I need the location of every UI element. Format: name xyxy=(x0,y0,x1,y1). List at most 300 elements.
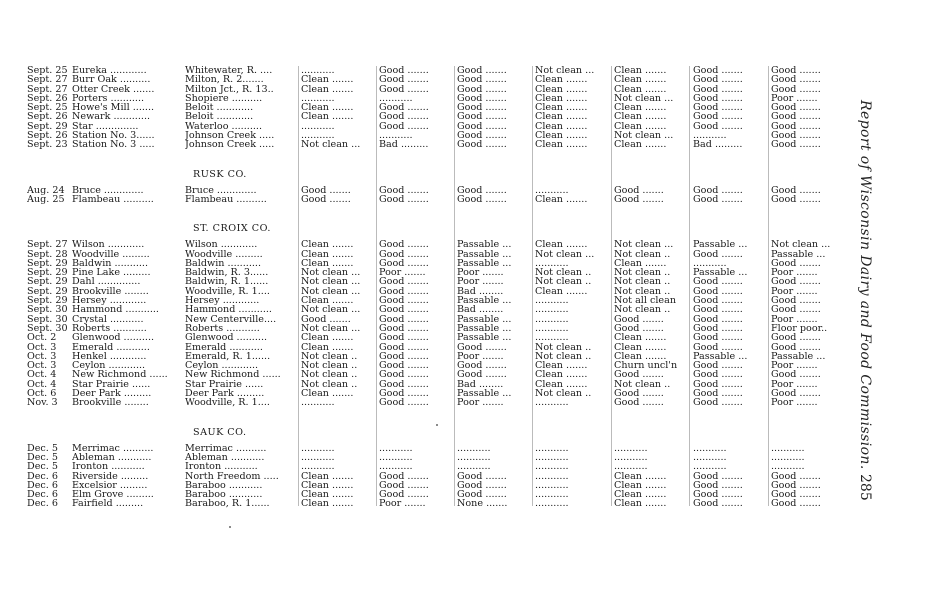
creamery-name-cell: Star Prairie ...... xyxy=(72,379,151,390)
water-cell: Good ....... xyxy=(457,66,507,76)
vats-cell: Clean ....... xyxy=(614,342,667,352)
apparatus-cell: Good ....... xyxy=(379,490,429,500)
milk-cell: Poor ....... xyxy=(771,268,818,278)
cans-cell: Good ....... xyxy=(693,499,743,509)
milk-cell: ........... xyxy=(771,452,805,463)
surroundings-cell: ........... xyxy=(535,323,569,334)
creamery-name-cell: Burr Oak .......... xyxy=(72,75,151,85)
cans-cell: Good ....... xyxy=(693,112,743,122)
location-cell: Beloit ............ xyxy=(185,103,254,113)
apparatus-cell: Good ....... xyxy=(379,185,429,195)
surroundings-cell: Clean ....... xyxy=(535,112,588,122)
surroundings-cell: ........... xyxy=(535,305,569,315)
location-cell: Johnson Creek ..... xyxy=(185,131,275,141)
vats-cell: Good ....... xyxy=(614,314,664,324)
vats-cell: Good ....... xyxy=(614,185,664,195)
apparatus-cell: Good ....... xyxy=(379,194,429,205)
water-cell: Poor ....... xyxy=(457,351,504,362)
apparatus-cell: Good ....... xyxy=(379,277,429,287)
water-cell: Bad ........ xyxy=(457,286,504,297)
milk-cell: Good ....... xyxy=(771,480,821,491)
cans-cell: Good ....... xyxy=(693,370,743,380)
vats-cell: Not clean .. xyxy=(614,268,671,278)
building-cell: Not clean .. xyxy=(301,379,358,390)
date-cell: Aug. 24 xyxy=(27,185,65,195)
water-cell: Good ....... xyxy=(457,84,507,94)
milk-cell: Poor ....... xyxy=(771,314,818,324)
surroundings-cell: Clean ....... xyxy=(535,103,588,113)
milk-cell: Passable ... xyxy=(771,351,826,362)
vats-cell: Good ....... xyxy=(614,370,664,380)
water-cell: Good ....... xyxy=(457,112,507,122)
building-cell: Clean ....... xyxy=(301,471,354,481)
location-cell: Baldwin, R. 1...... xyxy=(185,277,269,287)
building-cell: Clean ....... xyxy=(301,240,354,250)
cans-cell: Good ....... xyxy=(693,480,743,491)
vats-cell: Churn uncl'n xyxy=(614,361,678,371)
surroundings-cell: ........... xyxy=(535,258,569,269)
building-cell: ........... xyxy=(301,93,335,104)
vats-cell: Clean ....... xyxy=(614,480,667,491)
vats-cell: Clean ....... xyxy=(614,490,667,500)
surroundings-cell: ........... xyxy=(535,398,569,408)
date-cell: Sept. 26 xyxy=(27,93,68,104)
cans-cell: Good ....... xyxy=(693,471,743,481)
county-heading xyxy=(27,214,847,240)
water-cell: Good ....... xyxy=(457,490,507,500)
building-cell: Good ....... xyxy=(301,314,351,324)
cans-cell: ........... xyxy=(693,443,727,453)
date-cell: Dec. 5 xyxy=(27,443,58,453)
date-cell: Dec. 6 xyxy=(27,490,58,500)
creamery-name-cell: Howe's Mill ....... xyxy=(72,103,155,113)
building-cell: Clean ....... xyxy=(301,296,354,306)
milk-cell: Good ....... xyxy=(771,342,821,352)
building-cell: ........... xyxy=(301,66,335,76)
date-cell: Oct. 6 xyxy=(27,389,57,399)
county-heading-label: RUSK CO. xyxy=(193,168,247,180)
location-cell: Baraboo ........... xyxy=(185,490,263,500)
apparatus-cell: Good ....... xyxy=(379,66,429,76)
apparatus-cell: Good ....... xyxy=(379,249,429,259)
cans-cell: ........... xyxy=(693,452,727,463)
location-cell: Johnson Creek ..... xyxy=(185,140,275,150)
water-cell: Passable ... xyxy=(457,240,512,250)
vats-cell: Clean ....... xyxy=(614,333,667,343)
creamery-name-cell: Station No. 3 ..... xyxy=(72,140,155,150)
cans-cell: Good ....... xyxy=(693,389,743,399)
apparatus-cell: Good ....... xyxy=(379,296,429,306)
table-row xyxy=(27,103,847,112)
milk-cell: Passable ... xyxy=(771,249,826,259)
building-cell: Not clean .. xyxy=(301,370,358,380)
table-row xyxy=(27,296,847,305)
date-cell: Sept. 29 xyxy=(27,286,68,297)
surroundings-cell: Not clean .. xyxy=(535,277,592,287)
apparatus-cell: Bad ......... xyxy=(379,140,429,150)
location-cell: Wilson ............ xyxy=(185,240,258,250)
creamery-name-cell: Hammond ........... xyxy=(72,305,159,315)
cans-cell: Good ....... xyxy=(693,93,743,104)
location-cell: Woodville ......... xyxy=(185,249,263,259)
location-cell: New Richmond ...... xyxy=(185,370,281,380)
milk-cell: Not clean ... xyxy=(771,240,831,250)
surroundings-cell: ........... xyxy=(535,314,569,324)
creamery-name-cell: Hersey ............ xyxy=(72,296,147,306)
apparatus-cell: Poor ....... xyxy=(379,499,426,509)
table-row xyxy=(27,85,847,94)
vats-cell: Clean ....... xyxy=(614,84,667,94)
table-row xyxy=(27,453,847,462)
cans-cell: Good ....... xyxy=(693,249,743,259)
surroundings-cell: Clean ....... xyxy=(535,361,588,371)
water-cell: Good ....... xyxy=(457,342,507,352)
section-gap xyxy=(27,150,847,160)
vats-cell: Clean ....... xyxy=(614,121,667,132)
apparatus-cell: Good ....... xyxy=(379,103,429,113)
table-row xyxy=(27,361,847,370)
date-cell: Sept. 29 xyxy=(27,277,68,287)
building-cell: ........... xyxy=(301,121,335,132)
location-cell: Merrimac .......... xyxy=(185,443,267,453)
location-cell: Hersey ............ xyxy=(185,296,260,306)
vats-cell: Clean ....... xyxy=(614,140,667,150)
table-row xyxy=(27,250,847,259)
location-cell: Ironton ........... xyxy=(185,462,258,472)
apparatus-cell: Good ....... xyxy=(379,314,429,324)
running-title: Report of Wisconsin Dairy and Food Commission. xyxy=(857,100,873,470)
date-cell: Sept. 29 xyxy=(27,296,68,306)
surroundings-cell: Clean ....... xyxy=(535,379,588,390)
vats-cell: Clean ....... xyxy=(614,499,667,509)
milk-cell: Good ....... xyxy=(771,389,821,399)
milk-cell: Good ....... xyxy=(771,66,821,76)
location-cell: North Freedom ..... xyxy=(185,471,279,481)
cans-cell: Passable ... xyxy=(693,268,748,278)
water-cell: Poor ....... xyxy=(457,268,504,278)
creamery-name-cell: Deer Park ......... xyxy=(72,389,152,399)
creamery-name-cell: Excelsior ......... xyxy=(72,480,148,491)
table-row xyxy=(27,499,847,508)
building-cell: ........... xyxy=(301,131,335,141)
table-row xyxy=(27,490,847,499)
apparatus-cell: Good ....... xyxy=(379,258,429,269)
date-cell: Sept. 30 xyxy=(27,323,68,334)
table-row xyxy=(27,122,847,131)
building-cell: Not clean ... xyxy=(301,277,361,287)
date-cell: Aug. 25 xyxy=(27,194,65,205)
apparatus-cell: Good ....... xyxy=(379,84,429,94)
location-cell: Bruce ............. xyxy=(185,185,257,195)
milk-cell: Good ....... xyxy=(771,471,821,481)
water-cell: Good ....... xyxy=(457,361,507,371)
date-cell: Sept. 25 xyxy=(27,66,68,76)
surroundings-cell: Clean ....... xyxy=(535,75,588,85)
building-cell: Clean ....... xyxy=(301,103,354,113)
building-cell: Good ....... xyxy=(301,185,351,195)
location-cell: Shopiere .......... xyxy=(185,93,263,104)
date-cell: Nov. 3 xyxy=(27,398,58,408)
surroundings-cell: Not clean .. xyxy=(535,389,592,399)
table-row xyxy=(27,343,847,352)
vats-cell: Good ....... xyxy=(614,389,664,399)
building-cell: Not clean .. xyxy=(301,361,358,371)
creamery-name-cell: Dahl .............. xyxy=(72,277,141,287)
apparatus-cell: Good ....... xyxy=(379,305,429,315)
water-cell: Passable ... xyxy=(457,389,512,399)
surroundings-cell: ........... xyxy=(535,185,569,195)
milk-cell: Good ....... xyxy=(771,490,821,500)
table-row xyxy=(27,481,847,490)
date-cell: Sept. 30 xyxy=(27,305,68,315)
water-cell: Good ....... xyxy=(457,121,507,132)
water-cell: ........... xyxy=(457,462,491,472)
location-cell: Roberts ........... xyxy=(185,323,260,334)
date-cell: Oct. 3 xyxy=(27,361,57,371)
creamery-name-cell: Bruce ............. xyxy=(72,185,144,195)
building-cell: ........... xyxy=(301,462,335,472)
milk-cell: Good ....... xyxy=(771,185,821,195)
surroundings-cell: Clean ....... xyxy=(535,93,588,104)
cans-cell: Good ....... xyxy=(693,305,743,315)
surroundings-cell: Clean ....... xyxy=(535,140,588,150)
section-gap xyxy=(27,204,847,214)
milk-cell: Good ....... xyxy=(771,112,821,122)
cans-cell: Good ....... xyxy=(693,490,743,500)
date-cell: Sept. 27 xyxy=(27,84,68,94)
table-row xyxy=(27,389,847,398)
milk-cell: Good ....... xyxy=(771,103,821,113)
location-cell: Ceylon ............ xyxy=(185,361,259,371)
milk-cell: Poor ....... xyxy=(771,286,818,297)
vats-cell: Clean ....... xyxy=(614,66,667,76)
water-cell: Good ....... xyxy=(457,471,507,481)
surroundings-cell: Not clean .. xyxy=(535,268,592,278)
water-cell: Passable ... xyxy=(457,333,512,343)
cans-cell: Good ....... xyxy=(693,75,743,85)
apparatus-cell: Good ....... xyxy=(379,112,429,122)
location-cell: Glenwood .......... xyxy=(185,333,268,343)
location-cell: Emerald ........... xyxy=(185,342,263,352)
creamery-name-cell: Flambeau .......... xyxy=(72,194,154,205)
surroundings-cell: Clean ....... xyxy=(535,84,588,94)
vats-cell: ........... xyxy=(614,443,648,453)
cans-cell: Good ....... xyxy=(693,342,743,352)
vats-cell: Not clean ... xyxy=(614,131,674,141)
building-cell: Not clean ... xyxy=(301,305,361,315)
location-cell: Whitewater, R. .... xyxy=(185,66,273,76)
building-cell: Clean ....... xyxy=(301,258,354,269)
location-cell: Beloit ............ xyxy=(185,112,254,122)
apparatus-cell: Good ....... xyxy=(379,323,429,334)
table-row xyxy=(27,140,847,149)
vats-cell: Good ....... xyxy=(614,323,664,334)
vats-cell: Good ....... xyxy=(614,194,664,205)
water-cell: Good ....... xyxy=(457,194,507,205)
cans-cell: Good ....... xyxy=(693,194,743,205)
milk-cell: Good ....... xyxy=(771,277,821,287)
vats-cell: Clean ....... xyxy=(614,351,667,362)
surroundings-cell: ........... xyxy=(535,490,569,500)
location-cell: Flambeau .......... xyxy=(185,194,267,205)
water-cell: Good ....... xyxy=(457,185,507,195)
table-row xyxy=(27,324,847,333)
table-row xyxy=(27,277,847,286)
date-cell: Sept. 26 xyxy=(27,112,68,122)
surroundings-cell: Not clean .. xyxy=(535,342,592,352)
milk-cell: Good ....... xyxy=(771,75,821,85)
milk-cell: Poor ....... xyxy=(771,398,818,408)
creamery-name-cell: Roberts ........... xyxy=(72,323,147,334)
milk-cell: Good ....... xyxy=(771,305,821,315)
table-row xyxy=(27,472,847,481)
table-row xyxy=(27,112,847,121)
location-cell: Milton, R. 2....... xyxy=(185,75,264,85)
cans-cell: Passable ... xyxy=(693,351,748,362)
date-cell: Sept. 23 xyxy=(27,140,68,150)
cans-cell: ........... xyxy=(693,462,727,472)
apparatus-cell: Good ....... xyxy=(379,471,429,481)
building-cell: Clean ....... xyxy=(301,389,354,399)
water-cell: Poor ....... xyxy=(457,277,504,287)
date-cell: Dec. 5 xyxy=(27,452,58,463)
date-cell: Dec. 6 xyxy=(27,499,58,509)
surroundings-cell: Not clean ... xyxy=(535,249,595,259)
date-cell: Sept. 25 xyxy=(27,103,68,113)
milk-cell: Good ....... xyxy=(771,499,821,509)
building-cell: Clean ....... xyxy=(301,249,354,259)
water-cell: Bad ........ xyxy=(457,379,504,390)
creamery-name-cell: Merrimac .......... xyxy=(72,443,154,453)
table-row xyxy=(27,444,847,453)
date-cell: Sept. 30 xyxy=(27,314,68,324)
building-cell: Clean ....... xyxy=(301,333,354,343)
table-row xyxy=(27,352,847,361)
surroundings-cell: Not clean ... xyxy=(535,66,595,76)
cans-cell: Good ....... xyxy=(693,121,743,132)
building-cell: Clean ....... xyxy=(301,480,354,491)
surroundings-cell: Clean ....... xyxy=(535,194,588,205)
date-cell: Sept. 29 xyxy=(27,258,68,269)
county-heading xyxy=(27,160,847,186)
creamery-name-cell: Star .............. xyxy=(72,121,139,132)
vats-cell: Not clean .. xyxy=(614,277,671,287)
creamery-name-cell: Elm Grove ......... xyxy=(72,490,154,500)
vats-cell: ........... xyxy=(614,462,648,472)
building-cell: Not clean .. xyxy=(301,351,358,362)
vats-cell: Clean ....... xyxy=(614,471,667,481)
apparatus-cell: Poor ....... xyxy=(379,268,426,278)
cans-cell: Good ....... xyxy=(693,314,743,324)
creamery-name-cell: Emerald ........... xyxy=(72,342,150,352)
date-cell: Oct. 3 xyxy=(27,351,57,362)
date-cell: Sept. 29 xyxy=(27,121,68,132)
surroundings-cell: ........... xyxy=(535,499,569,509)
cans-cell: ........... xyxy=(693,258,727,269)
milk-cell: Good ....... xyxy=(771,140,821,150)
apparatus-cell: Good ....... xyxy=(379,342,429,352)
section-gap xyxy=(27,408,847,418)
water-cell: ........... xyxy=(457,452,491,463)
milk-cell: ........... xyxy=(771,443,805,453)
table-row xyxy=(27,315,847,324)
cans-cell: Good ....... xyxy=(693,286,743,297)
milk-cell: Poor ....... xyxy=(771,361,818,371)
location-cell: Baraboo, R. 1...... xyxy=(185,499,270,509)
table-row xyxy=(27,66,847,75)
building-cell: Not clean ... xyxy=(301,140,361,150)
building-cell: Clean ....... xyxy=(301,490,354,500)
milk-cell: Good ....... xyxy=(771,258,821,269)
cans-cell: Good ....... xyxy=(693,103,743,113)
creamery-name-cell: Riverside ......... xyxy=(72,471,149,481)
table-row xyxy=(27,380,847,389)
apparatus-cell: ........... xyxy=(379,93,413,104)
water-cell: Passable ... xyxy=(457,258,512,269)
water-cell: Poor ....... xyxy=(457,398,504,408)
apparatus-cell: ........... xyxy=(379,462,413,472)
water-cell: None ....... xyxy=(457,499,508,509)
date-cell: Oct. 3 xyxy=(27,342,57,352)
building-cell: ........... xyxy=(301,452,335,463)
surroundings-cell: Clean ....... xyxy=(535,240,588,250)
surroundings-cell: ........... xyxy=(535,471,569,481)
vats-cell: Not clean .. xyxy=(614,379,671,390)
apparatus-cell: Good ....... xyxy=(379,370,429,380)
location-cell: Baraboo ........... xyxy=(185,480,263,491)
page-number: 285 xyxy=(857,474,873,501)
table-row xyxy=(27,94,847,103)
cans-cell: Bad ......... xyxy=(693,140,743,150)
milk-cell: Good ....... xyxy=(771,194,821,205)
water-cell: Passable ... xyxy=(457,314,512,324)
milk-cell: Good ....... xyxy=(771,296,821,306)
vats-cell: Not all clean xyxy=(614,296,676,306)
building-cell: Clean ....... xyxy=(301,84,354,94)
vats-cell: Not clean .. xyxy=(614,305,671,315)
apparatus-cell: ........... xyxy=(379,452,413,463)
creamery-name-cell: Porters ........... xyxy=(72,93,145,104)
surroundings-cell: ........... xyxy=(535,452,569,463)
building-cell: Not clean ... xyxy=(301,286,361,297)
milk-cell: Poor ....... xyxy=(771,93,818,104)
print-speck xyxy=(229,526,231,528)
table-row xyxy=(27,462,847,471)
apparatus-cell: Good ....... xyxy=(379,389,429,399)
building-cell: ........... xyxy=(301,443,335,453)
water-cell: Good ....... xyxy=(457,131,507,141)
creamery-name-cell: New Richmond ...... xyxy=(72,370,168,380)
apparatus-cell: Good ....... xyxy=(379,398,429,408)
apparatus-cell: Good ....... xyxy=(379,379,429,390)
location-cell: Deer Park ......... xyxy=(185,389,265,399)
creamery-name-cell: Ironton ........... xyxy=(72,462,145,472)
creamery-name-cell: Otter Creek ....... xyxy=(72,84,155,94)
building-cell: Clean ....... xyxy=(301,342,354,352)
date-cell: Dec. 6 xyxy=(27,471,58,481)
creamery-name-cell: Brookville ........ xyxy=(72,398,149,408)
table-row xyxy=(27,370,847,379)
location-cell: Hammond ........... xyxy=(185,305,272,315)
water-cell: Good ....... xyxy=(457,103,507,113)
cans-cell: Good ....... xyxy=(693,84,743,94)
vats-cell: Not clean ... xyxy=(614,93,674,104)
location-cell: Emerald, R. 1...... xyxy=(185,351,271,362)
cans-cell: Good ....... xyxy=(693,277,743,287)
surroundings-cell: Clean ....... xyxy=(535,370,588,380)
water-cell: Passable ... xyxy=(457,249,512,259)
table-row xyxy=(27,333,847,342)
